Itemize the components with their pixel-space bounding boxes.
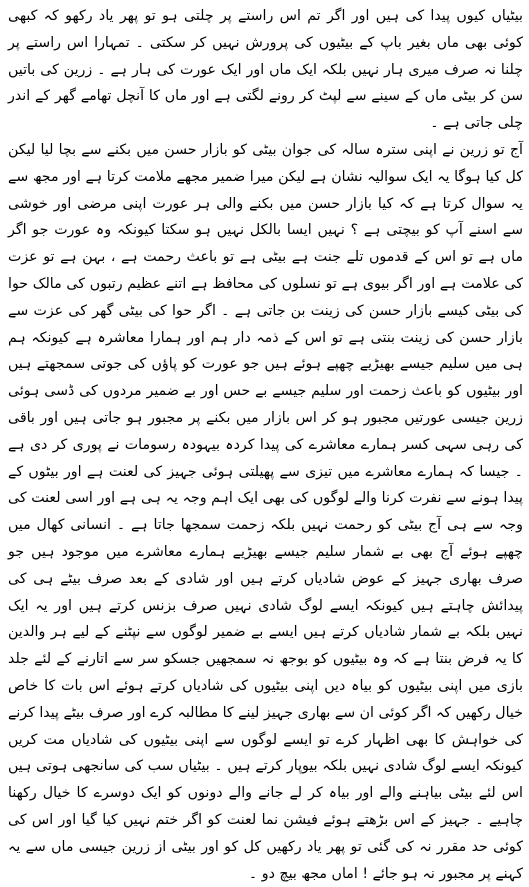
paragraph-opening: بیٹیاں کیوں پیدا کی ہیں اور اگر تم اس راستے پر چلتی ہو تو پھر یاد رکھو کہ کبھی کوئی بھی ماں بغیر باپ کے بیٹیوں کی پرورش نہیں کر سکتی ۔ تمہارا اس راستے پر چلنا نہ صرف میری ہار نہیں بلکہ ایک ماں اور ایک عورت کی ہار ہے ۔ زرین کی باتیں سن کر بیٹی ماں کے سینے سے لپٹ کر رونے لگتی ہے اور ماں کا آنچل تھامے گھر کے اندر چلی جاتی ہے ۔: [8, 8, 523, 132]
paragraph-main: آج تو زرین نے اپنی سترہ سالہ کی جوان بیٹی کو بازار حسن میں بکنے سے بچا لیا لیکن کل کیا ہوگا یہ ایک سوالیہ نشان ہے لیکن میرا ضمیر مجھے ملامت کرتا ہے اور مجھ سے یہ سوال کرتا ہے کہ کیا بازار حسن میں بکنے والی ہر عورت اپنی مرضی اور خوشی سے اسنے آپ کو بیچتی ہے ؟ نہیں ایسا بالکل نہیں ہو سکتا کیونکہ وہ عورت جو اگر ماں ہے تو اس کے قدموں تلے جنت ہے بیٹی ہے تو باعث رحمت ہے ، بہن ہے تو عزت کی علامت ہے اور اگر بیوی ہے تو نسلوں کی محافظ ہے اتنے عظیم رتبوں کی مالک حوا کی بیٹی کیسے بازار حسن کی زینت بن جاتی ہے ۔ اگر حوا کی بیٹی گھر کی عزت سے بازار حسن کی زینت بنتی ہے تو اس کے ذمہ دار ہم اور ہمارا معاشرہ ہے کیونکہ ہم ہی میں سلیم جیسے بھیڑیے چھپے ہوئے ہیں جو عورت کو پاؤں کی جوتی سمجھتے ہیں اور بیٹیوں کو باعث زحمت اور سلیم جیسے بے حس اور بے ضمیر مردوں کی ڈسی ہوئی زرین جیسی عورتیں مجبور ہو کر اس بازار میں بکنے پر مجبور ہو جاتی ہیں اور باقی کی رہی سہی کسر ہمارے معاشرے کی پیدا کردہ بیہودہ رسومات نے پوری کر دی ہے ۔ جیسا کہ ہمارے معاشرے میں تیزی سے پھیلتی ہوئی جہیز کی لعنت ہے اور بیٹوں کے پیدا ہونے سے نفرت کرنا والے لوگوں کی بھی ایک اہم وجہ یہ ہی ہے اور اسی لعنت کی وجہ سے ہی آج بیٹی کو رحمت نہیں بلکہ زحمت سمجھا جاتا ہے ۔ انسانی کھال میں چھپے ہوئے آج بھی بے شمار سلیم جیسے بھیڑیے ہمارے معاشرے میں موجود ہیں جو صرف بھاری جہیز کے عوض شادیاں کرتے ہیں اور شادی کے بعد صرف بیٹے ہی کی پیدائش چاہتے ہیں کیونکہ ایسے لوگ شادی نہیں صرف بزنس کرتے ہیں اور یہ ایک نہیں بلکہ بے شمار شادیاں کرتے ہیں ایسے بے ضمیر لوگوں سے نپٹنے کے لیے ہر والدین کا یہ فرض بنتا ہے کہ وہ بیٹیوں کو بوجھ نہ سمجھیں جسکو سر سے اتارنے کے لئے جلد بازی میں اپنی بیٹیوں کو بیاہ دیں اپنی بیٹیوں کی شادیاں کرتے ہوئے اس بات کا خاص خیال رکھیں کہ اگر کوئی ان سے بھاری جہیز لینے کا مطالبہ کرے اور صرف بیٹے پیدا کرنے کی خواہش کا بھی اظہار کرے تو ایسے لوگوں سے اپنی بیٹیوں کی شادیاں مت کریں کیونکہ ایسے لوگ شادی نہیں بلکہ بیوپار کرتے ہیں ۔ بیٹیاں سب کی سانجھی ہوتی ہیں اس لئے بیٹی بیاہنے والے اور بیاہ کر لے جانے والے دونوں کو ایک دوسرے کا خیال رکھنا چاہیے ۔ جہیز کے اس بڑھتے ہوئے فیشن نما لعنت کو اگر ختم نہیں کیا گیا اور اس کی کوئی حد مقرر نہ کی گئی تو پھر یاد رکھیں کل کو اور بیٹی از زرین جیسی ماں سے یہ کہنے پر مجبور نہ ہو جائے ! اماں مجھ بیچ دو ۔: [8, 141, 523, 882]
